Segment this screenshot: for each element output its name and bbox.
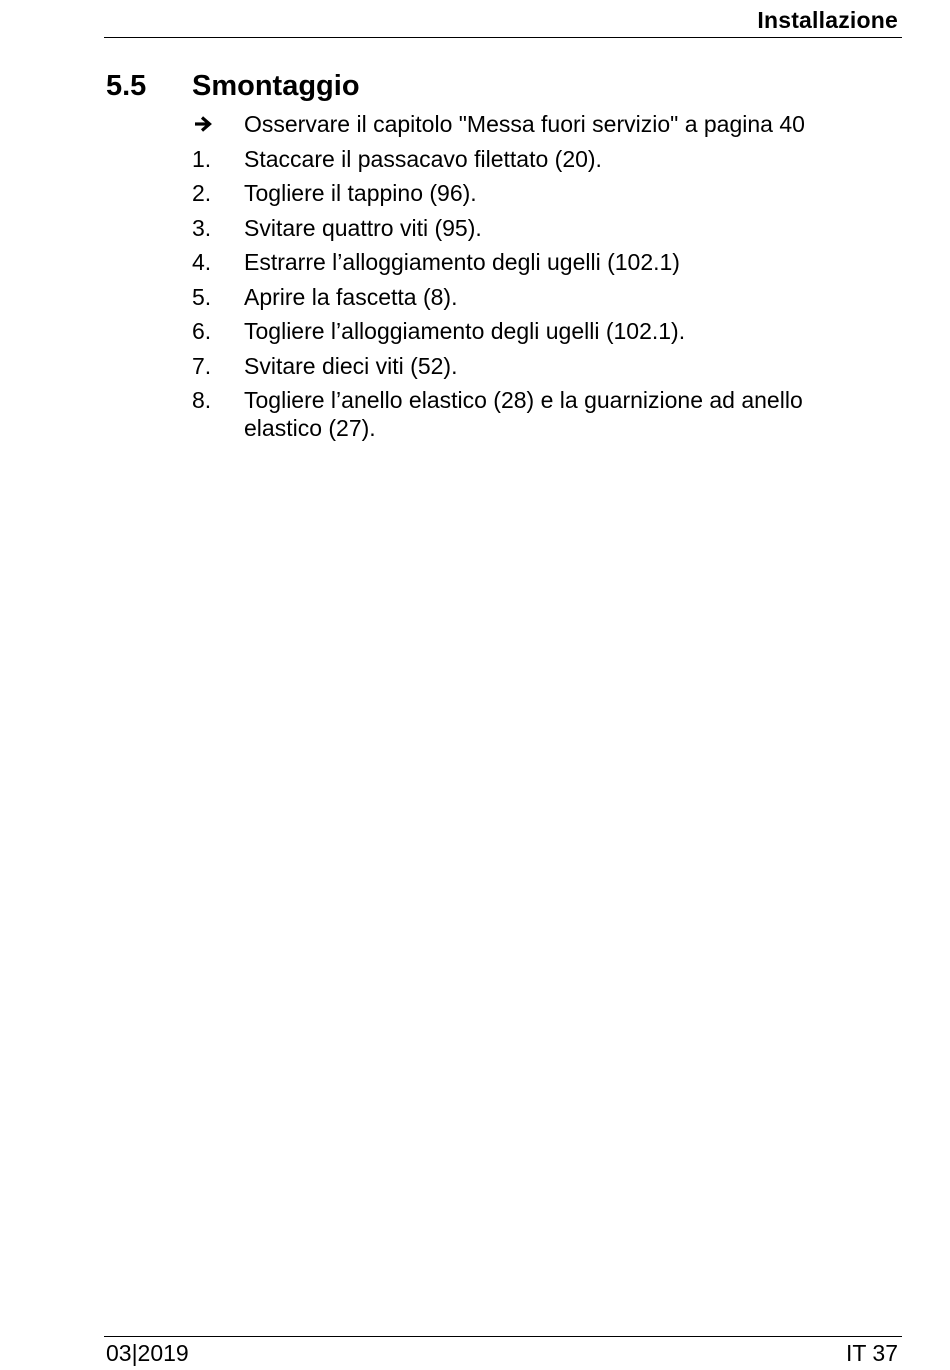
list-item — [192, 386, 852, 442]
step-number: 7. — [192, 352, 212, 379]
step-text: Aprire la fascetta (8). — [244, 283, 458, 310]
footer-divider — [104, 1336, 902, 1337]
prerequisite-item — [192, 110, 852, 138]
step-number: 3. — [192, 214, 212, 241]
list-item — [192, 145, 852, 173]
step-number: 1. — [192, 145, 212, 172]
prerequisite-text: Osservare il capitolo "Messa fuori servizio" a pagina 40 — [244, 111, 805, 137]
step-number: 2. — [192, 180, 212, 206]
list-item — [192, 317, 852, 345]
section-number: 5.5 — [106, 70, 147, 102]
step-text: Svitare quattro viti (95). — [244, 214, 482, 241]
step-number: 6. — [192, 318, 212, 344]
step-text: Estrarre l’alloggiamento degli ugelli (102.1) — [244, 249, 680, 275]
section-heading — [106, 70, 360, 103]
step-text: Togliere l’alloggiamento degli ugelli (102.1). — [244, 318, 686, 344]
step-text: Togliere l’anello elastico (28) e la guarnizione ad anello elastico (27). — [244, 387, 803, 441]
page-number: IT 37 — [846, 1340, 898, 1366]
footer-date: 03|2019 — [106, 1340, 189, 1366]
list-item — [192, 214, 852, 242]
arrow-right-icon — [192, 110, 214, 138]
step-number: 5. — [192, 283, 212, 310]
header-divider — [104, 37, 902, 38]
header-title: Installazione — [757, 7, 898, 33]
list-item — [192, 248, 852, 276]
section-title: Smontaggio — [192, 70, 360, 102]
step-number: 4. — [192, 249, 212, 275]
list-item — [192, 352, 852, 380]
step-text: Staccare il passacavo filettato (20). — [244, 145, 602, 172]
step-number: 8. — [192, 387, 212, 413]
list-item — [192, 179, 852, 207]
step-text: Togliere il tappino (96). — [244, 180, 477, 206]
list-item — [192, 283, 852, 311]
instruction-list — [192, 110, 852, 449]
prerequisite-marker — [192, 110, 244, 138]
step-text: Svitare dieci viti (52). — [244, 352, 458, 379]
